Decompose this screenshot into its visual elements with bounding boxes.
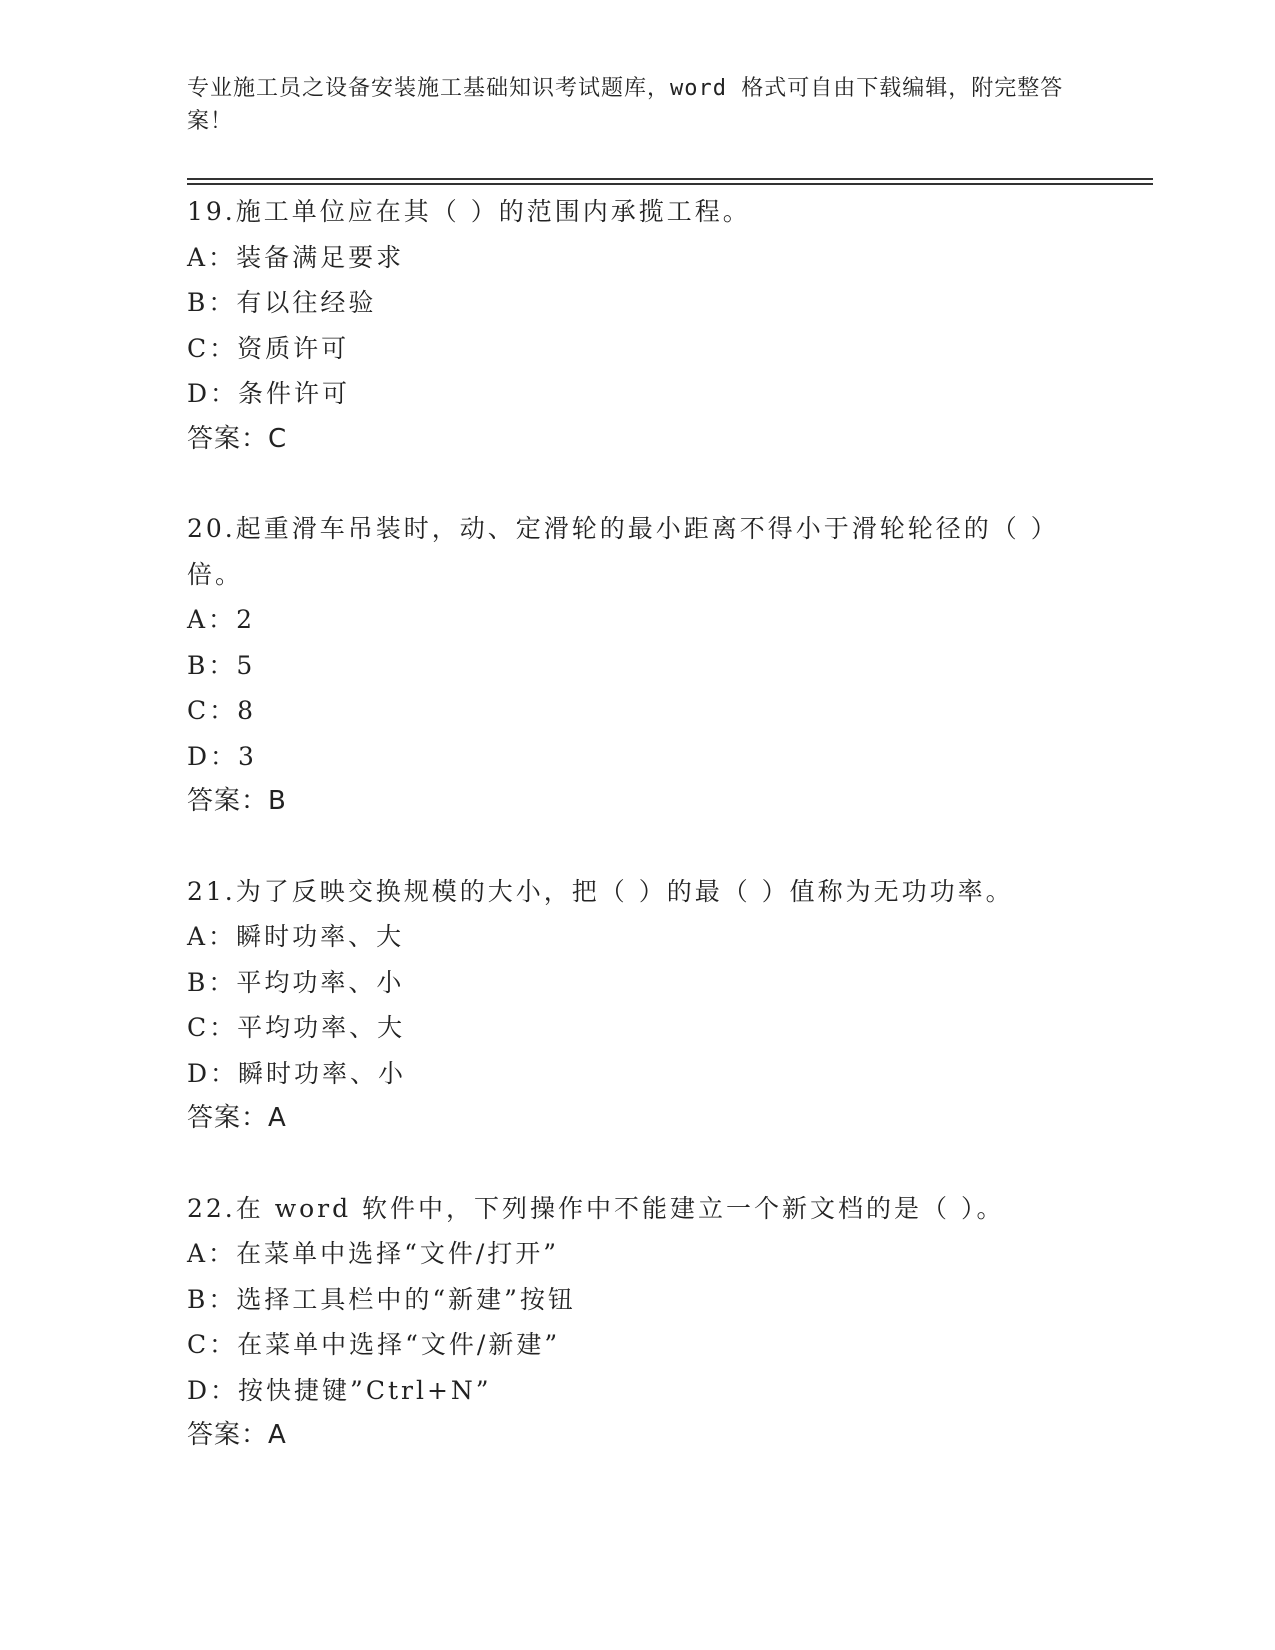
option-key: A： xyxy=(187,605,237,634)
option-key: D： xyxy=(187,741,239,771)
option-d xyxy=(187,734,1087,780)
header-divider-top xyxy=(187,178,1153,180)
option-text: 平均功率、小 xyxy=(236,967,405,997)
option-key: A： xyxy=(187,922,237,951)
option-key: C： xyxy=(187,1330,238,1359)
question-22 xyxy=(187,1186,1087,1459)
option-key: D： xyxy=(187,379,239,408)
option-key: B： xyxy=(187,1284,237,1314)
question-21 xyxy=(187,869,1087,1142)
header-divider-bottom xyxy=(187,183,1153,185)
option-key: B： xyxy=(187,650,237,680)
option-a xyxy=(187,235,1087,281)
option-text: 装备满足要求 xyxy=(236,242,405,272)
option-b xyxy=(187,960,1087,1006)
option-text: 平均功率、大 xyxy=(237,1013,406,1042)
option-c xyxy=(187,1322,1087,1368)
option-key: A： xyxy=(187,1239,237,1268)
option-a xyxy=(187,1231,1087,1277)
question-19 xyxy=(187,189,1087,462)
option-key: B： xyxy=(187,967,237,997)
question-stem: 20.起重滑车吊装时，动、定滑轮的最小距离不得小于滑轮轮径的（ ）倍。 xyxy=(187,514,1059,589)
option-d xyxy=(187,371,1087,417)
answer-line: 答案：A xyxy=(187,1420,287,1450)
option-text: 8 xyxy=(237,696,257,725)
option-key: A： xyxy=(187,242,237,272)
option-key: C： xyxy=(187,333,238,363)
option-key: D： xyxy=(187,1375,239,1405)
option-b xyxy=(187,280,1087,326)
option-text: 2 xyxy=(236,605,255,634)
option-key: C： xyxy=(187,1013,238,1042)
option-a xyxy=(187,597,1087,643)
option-b xyxy=(187,1277,1087,1323)
option-text: 瞬时功率、小 xyxy=(238,1058,407,1088)
answer-line: 答案：A xyxy=(187,1103,287,1133)
option-text: 选择工具栏中的“新建”按钮 xyxy=(236,1284,576,1314)
option-text: 资质许可 xyxy=(237,333,350,363)
option-d xyxy=(187,1051,1087,1097)
option-text: 瞬时功率、大 xyxy=(236,922,405,951)
option-c xyxy=(187,1005,1087,1051)
answer-line: 答案：B xyxy=(187,786,287,816)
option-c xyxy=(187,688,1087,734)
option-a xyxy=(187,914,1087,960)
document-header: 专业施工员之设备安装施工基础知识考试题库，word 格式可自由下载编辑，附完整答案！ xyxy=(187,76,1064,134)
option-text: 有以往经验 xyxy=(236,288,377,317)
question-stem: 22.在 word 软件中，下列操作中不能建立一个新文档的是（ ）。 xyxy=(187,1193,1005,1223)
option-text: 在菜单中选择“文件/打开” xyxy=(236,1239,560,1268)
option-key: B： xyxy=(187,288,237,317)
question-stem: 19.施工单位应在其（ ）的范围内承揽工程。 xyxy=(187,197,751,226)
option-c xyxy=(187,326,1087,372)
answer-line: 答案：C xyxy=(187,423,288,454)
option-text: 按快捷键”Ctrl+N” xyxy=(238,1375,492,1405)
option-text: 在菜单中选择“文件/新建” xyxy=(237,1330,561,1359)
option-text: 5 xyxy=(236,650,256,680)
option-d xyxy=(187,1368,1087,1414)
option-key: D： xyxy=(187,1058,239,1088)
option-text: 条件许可 xyxy=(238,379,351,408)
question-stem: 21.为了反映交换规模的大小，把（ ）的最（ ）值称为无功功率。 xyxy=(187,876,1014,906)
question-20 xyxy=(187,506,1087,825)
option-b xyxy=(187,643,1087,689)
option-key: C： xyxy=(187,696,238,725)
question-list xyxy=(187,189,1087,1503)
option-text: 3 xyxy=(238,741,257,771)
